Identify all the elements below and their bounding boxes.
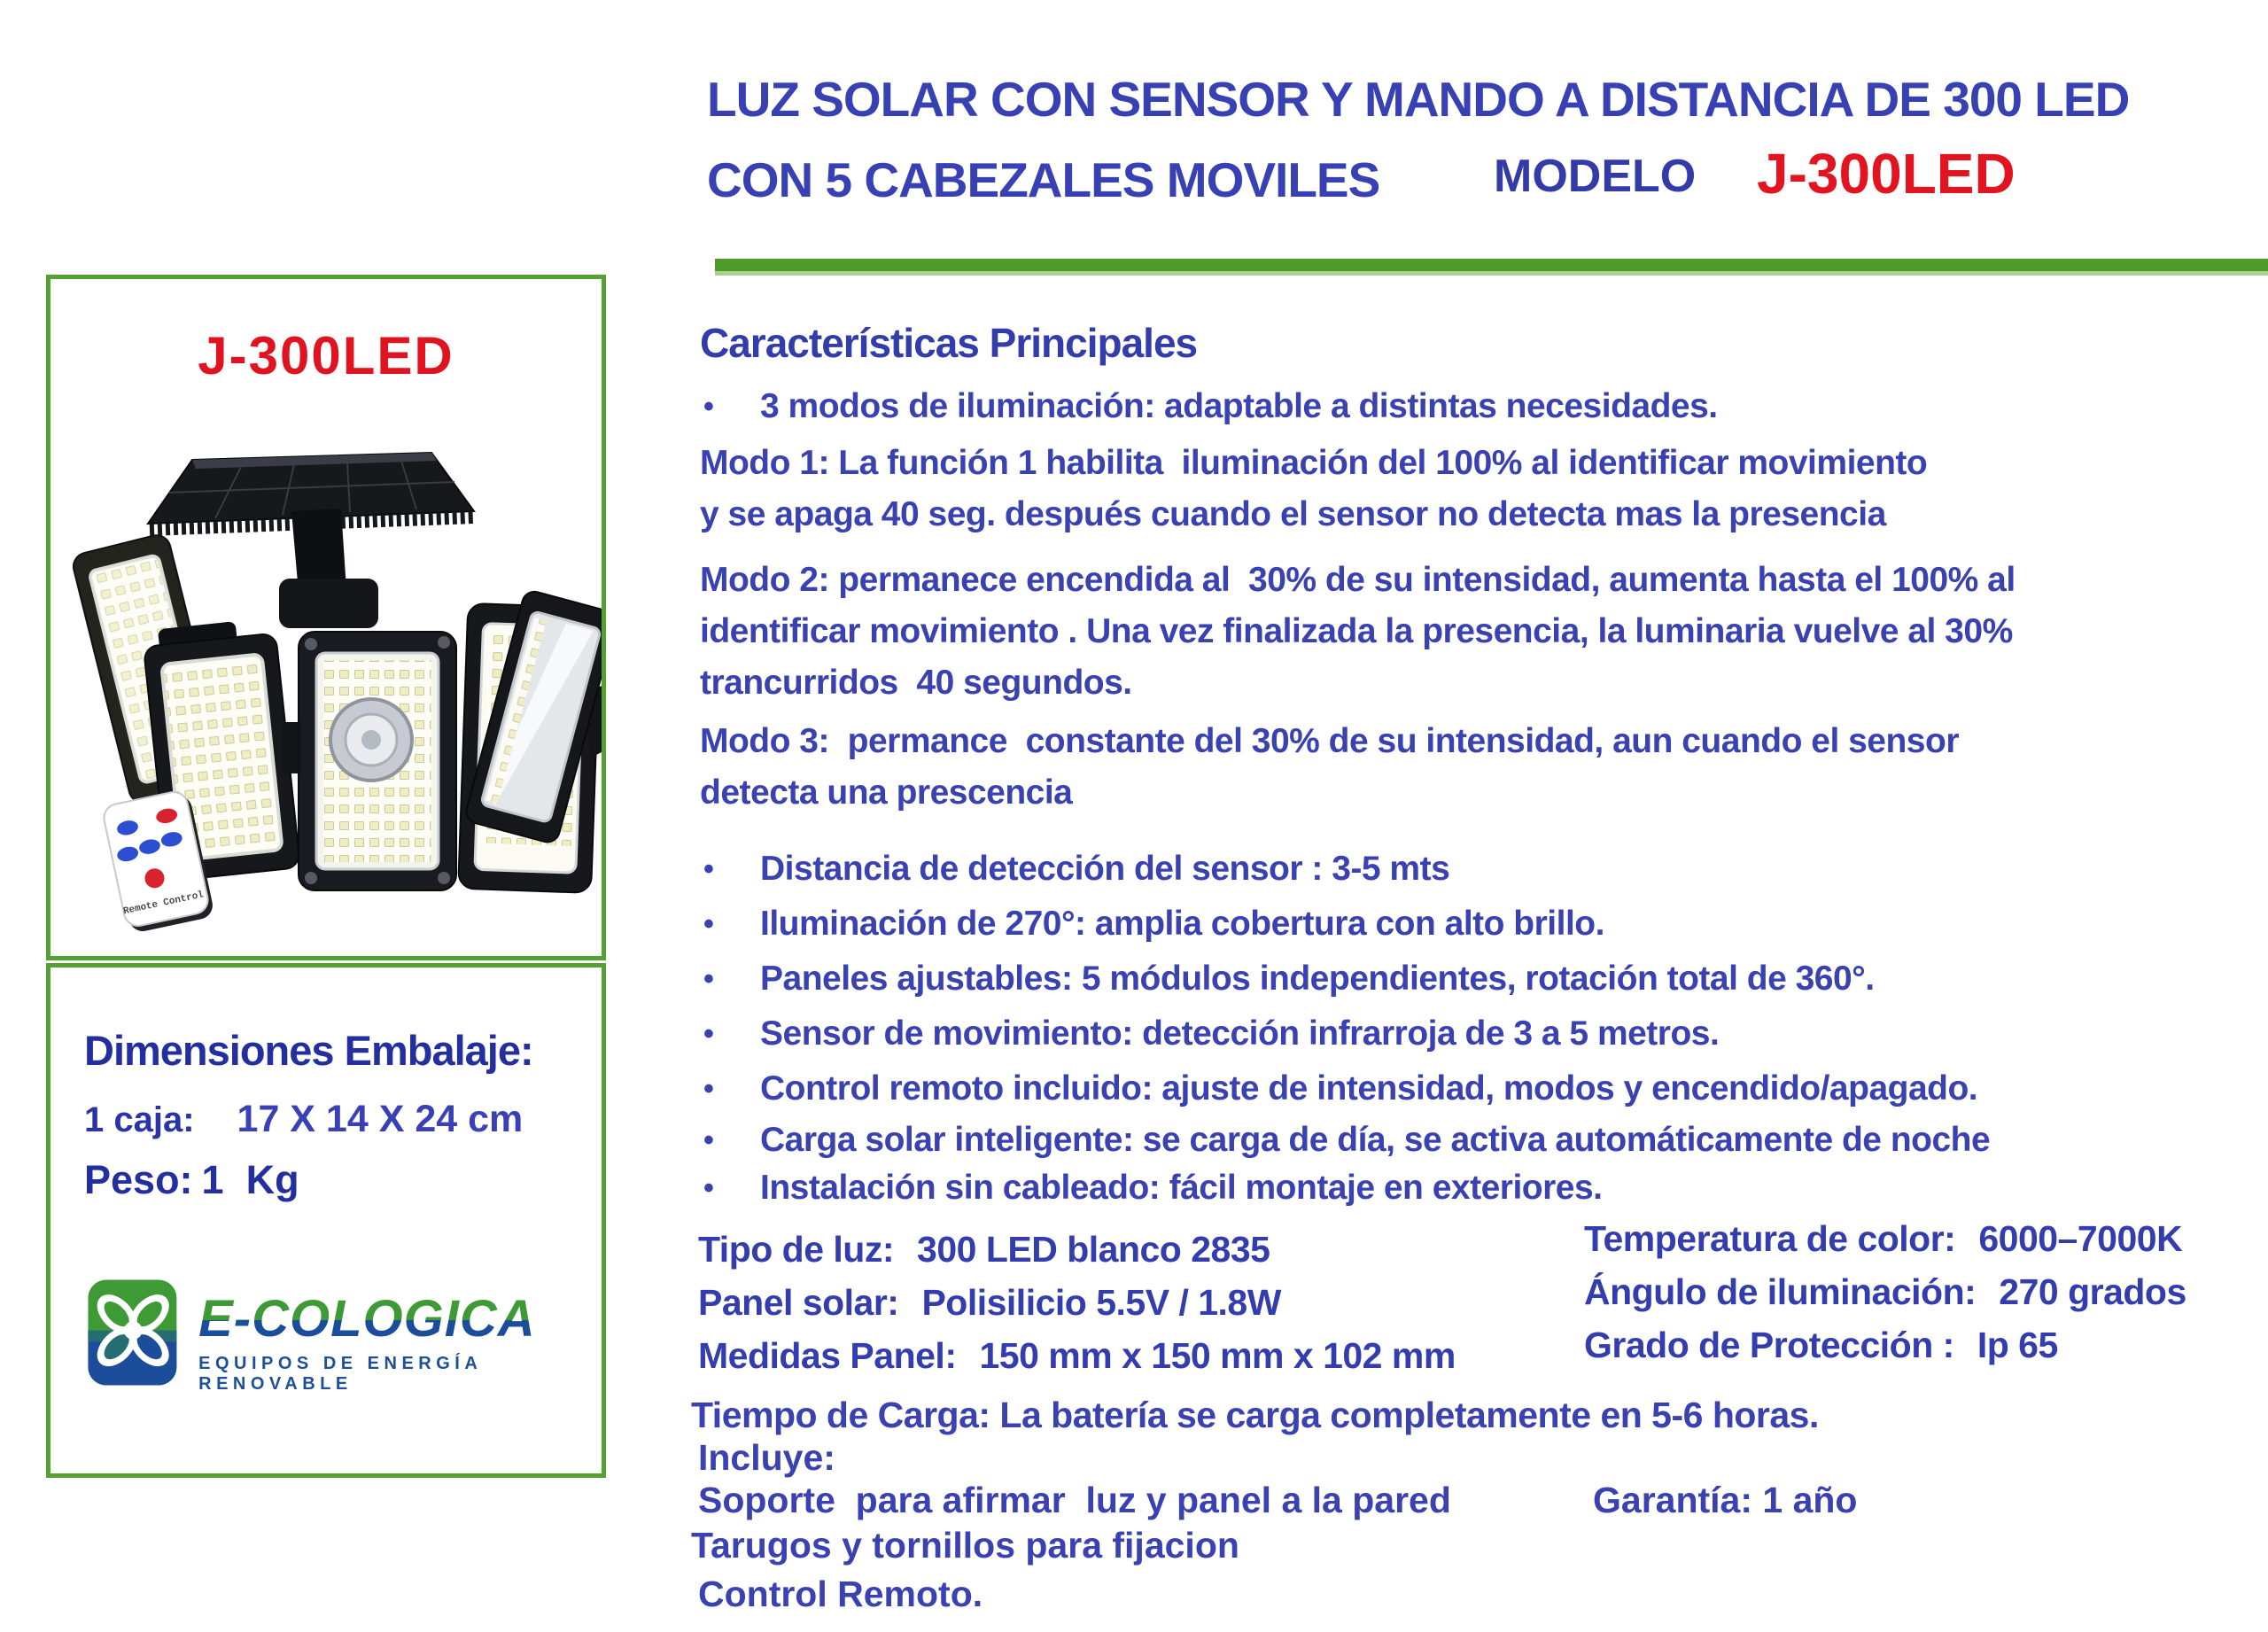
includes-item-row (698, 1478, 2268, 1522)
spec-label: Tipo de luz: (698, 1229, 895, 1270)
bullet-dot-icon: • (703, 962, 714, 996)
spec-row (1584, 1212, 2268, 1265)
mode-line: trancurridos 40 segundos. (700, 664, 1132, 702)
includes-item: Control Remoto. (698, 1574, 983, 1614)
feature-bullet-text: Carga solar inteligente: se carga de día, se activa automáticamente de noche (760, 1121, 1991, 1159)
includes-item: Tarugos y tornillos para fijacion (691, 1525, 1239, 1566)
features-column (691, 319, 2268, 1616)
includes-item: Soporte para afirmar luz y panel a la pared (698, 1480, 1451, 1520)
feature-bullet-text: Instalación sin cableado: fácil montaje en exteriores. (760, 1169, 1603, 1207)
ecologica-tagline: EQUIPOS DE ENERGÍA RENOVABLE (198, 1354, 482, 1394)
spec-row (698, 1223, 1584, 1276)
features-heading: Características Principales (700, 320, 1198, 366)
feature-bullet-text: 3 modos de iluminación: adaptable a distintas necesidades. (760, 387, 1718, 425)
feature-bullet-list (691, 842, 2268, 1212)
caja-label: 1 caja: (84, 1100, 195, 1139)
caja-row (84, 1098, 602, 1141)
specs-left-column (698, 1223, 1584, 1382)
header-divider-rule (715, 259, 2268, 276)
mounting-pole (279, 509, 378, 628)
page-title-line2: CON 5 CABEZALES MOVILES (707, 152, 1380, 207)
spacer (691, 540, 2268, 555)
led-head-center (283, 632, 456, 890)
warranty-text: Garantía: 1 año (1593, 1480, 1858, 1520)
bullet-dot-icon: • (703, 907, 714, 941)
caja-value: 17 X 14 X 24 cm (237, 1098, 524, 1140)
feature-bullet-text: Control remoto incluido: ajuste de intensidad, modos y encendido/apagado. (760, 1069, 1978, 1107)
spec-row (1584, 1318, 2268, 1372)
spec-row (698, 1329, 1584, 1382)
mode-line: Modo 2: permanece encendida al 30% de su intensidad, aumenta hasta el 100% al (700, 561, 2016, 599)
ecologica-logo (82, 1263, 602, 1403)
modelo-label: MODELO (1494, 151, 1697, 202)
includes-label: Incluye: (698, 1437, 835, 1478)
bullet-dot-icon: • (703, 1072, 714, 1106)
remote-control-label: Remote Control (122, 890, 206, 918)
spec-value: 6000–7000K (1978, 1218, 2183, 1259)
specs-section (691, 1218, 2268, 1382)
product-photo-box (46, 275, 606, 960)
spec-value: 150 mm x 150 mm x 102 mm (979, 1335, 1456, 1376)
mode-line: detecta una prescencia (700, 773, 1073, 812)
bullet-dot-icon: • (703, 852, 714, 886)
feature-bullet (691, 1116, 2268, 1164)
spacer (691, 819, 2268, 842)
dimensions-title: Dimensiones Embalaje: (84, 1027, 533, 1074)
spec-label: Panel solar: (698, 1282, 899, 1323)
ecologica-logo-text (198, 1289, 602, 1395)
model-number-box: J-300LED (198, 326, 454, 385)
spec-row (698, 1276, 1584, 1329)
ecologica-logo-icon (82, 1263, 188, 1403)
mode-line: Modo 1: La función 1 habilita iluminación del 100% al identificar movimiento (700, 444, 1928, 482)
bullet-dot-icon: • (703, 390, 714, 424)
feature-bullet-text: Sensor de movimiento: detección infrarroja de 3 a 5 metros. (760, 1014, 1720, 1053)
peso-row (84, 1157, 602, 1203)
bullet-dot-icon: • (703, 1123, 714, 1157)
spec-label: Medidas Panel: (698, 1335, 957, 1376)
bullet-dot-icon: • (703, 1171, 714, 1205)
feature-bullet-intro (691, 379, 2268, 434)
mode-line: identificar movimiento . Una vez finalizada la presencia, la luminaria vuelve al 30% (700, 612, 2013, 650)
feature-bullet (691, 952, 2268, 1006)
mode-line: y se apaga 40 seg. después cuando el sensor no detecta mas la presencia (700, 495, 1886, 533)
spec-value: Ip 65 (1977, 1325, 2058, 1365)
pir-sensor (330, 699, 412, 781)
spec-label: Ángulo de iluminación: (1584, 1271, 1977, 1312)
model-number-header: J-300LED (1757, 142, 2016, 206)
spec-label: Grado de Protección : (1584, 1325, 1954, 1365)
peso-label: Peso: (84, 1157, 193, 1202)
feature-bullet (691, 842, 2268, 897)
spacer (691, 709, 2268, 716)
feature-bullet (691, 897, 2268, 952)
spec-value: Polisilicio 5.5V / 1.8W (921, 1282, 1281, 1323)
spec-row (1584, 1265, 2268, 1318)
feature-bullet-text: Paneles ajustables: 5 módulos independientes, rotación total de 360°. (760, 960, 1875, 998)
mode-line: Modo 3: permance constante del 30% de su intensidad, aun cuando el sensor (700, 722, 1960, 760)
ecologica-wordmark: E-COLOGICA (198, 1289, 602, 1348)
page-title-row2 (707, 142, 2268, 217)
feature-bullet (691, 1164, 2268, 1212)
feature-bullet (691, 1006, 2268, 1061)
specs-right-column (1584, 1212, 2268, 1382)
charge-time-line: Tiempo de Carga: La batería se carga completamente en 5-6 horas. (691, 1395, 1819, 1435)
feature-bullet (691, 1061, 2268, 1116)
spec-value: 300 LED blanco 2835 (917, 1229, 1270, 1270)
page-title-line1: LUZ SOLAR CON SENSOR Y MANDO A DISTANCIA DE 300 LED (707, 72, 2130, 127)
feature-bullet-text: Distancia de detección del sensor : 3-5 mts (760, 850, 1450, 888)
spec-label: Temperatura de color: (1584, 1218, 1956, 1259)
spec-value: 270 grados (1999, 1271, 2186, 1312)
bullet-dot-icon: • (703, 1017, 714, 1051)
dimensions-box (46, 963, 606, 1478)
feature-bullet-text: Iluminación de 270°: amplia cobertura con alto brillo. (760, 905, 1604, 943)
peso-value: 1 Kg (201, 1157, 299, 1202)
product-photo (50, 279, 602, 956)
